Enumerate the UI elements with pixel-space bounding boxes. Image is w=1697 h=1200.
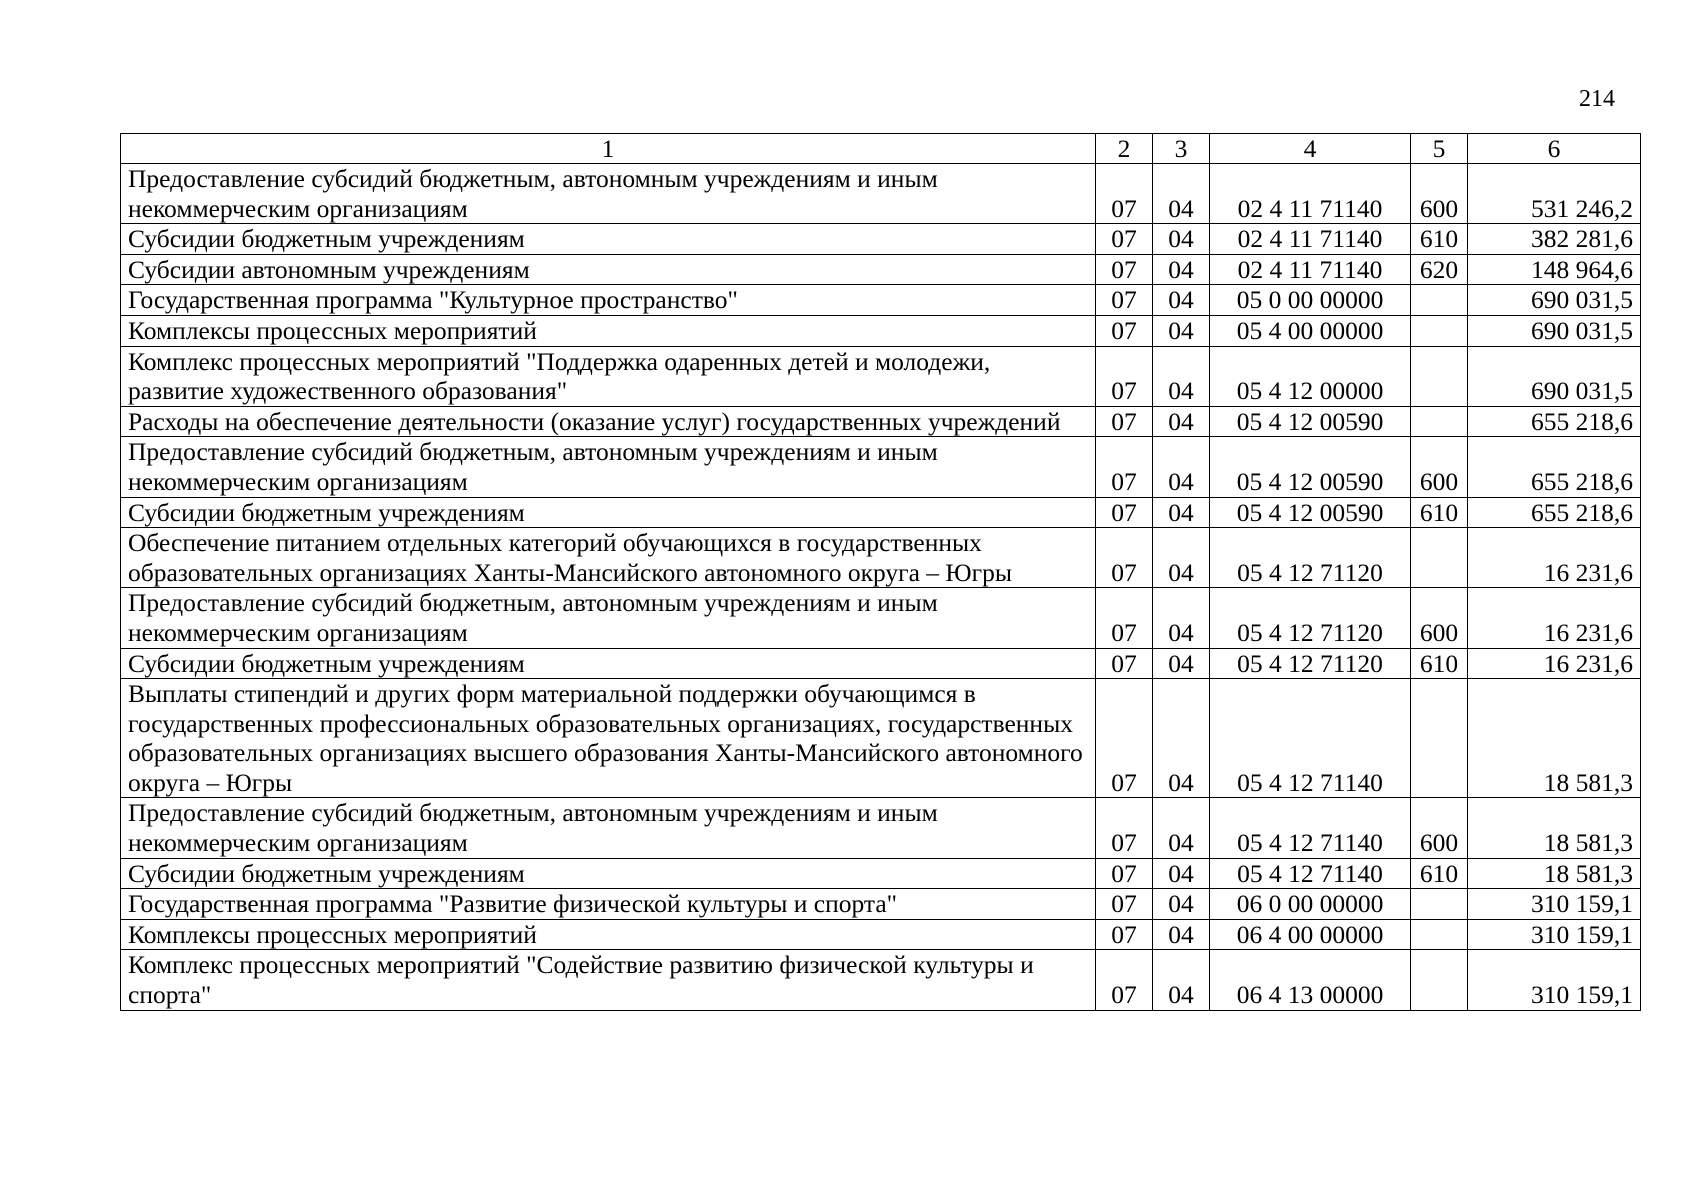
cell-section: 07 xyxy=(1096,406,1153,437)
cell-section: 07 xyxy=(1096,437,1153,497)
table-row xyxy=(121,497,1641,528)
cell-target-article: 06 0 00 00000 xyxy=(1210,889,1411,920)
cell-name: Комплексы процессных мероприятий xyxy=(121,919,1096,950)
cell-amount: 690 031,5 xyxy=(1468,346,1641,406)
cell-target-article: 02 4 11 71140 xyxy=(1210,254,1411,285)
cell-subsection: 04 xyxy=(1153,950,1210,1010)
table-row xyxy=(121,346,1641,406)
cell-expense-type xyxy=(1411,919,1468,950)
table-body xyxy=(121,164,1641,1011)
cell-expense-type: 600 xyxy=(1411,437,1468,497)
cell-name: Выплаты стипендий и других форм материальной поддержки обучающимся в государственных профессиональных образовательных организациях, государственных образовательных организациях высшего образования Ханты-Мансийского автономного округа – Югры xyxy=(121,679,1096,798)
cell-target-article: 06 4 13 00000 xyxy=(1210,950,1411,1010)
cell-amount: 531 246,2 xyxy=(1468,164,1641,224)
cell-amount: 18 581,3 xyxy=(1468,679,1641,798)
table-row xyxy=(121,950,1641,1010)
cell-name: Субсидии бюджетным учреждениям xyxy=(121,648,1096,679)
cell-section: 07 xyxy=(1096,528,1153,588)
cell-subsection: 04 xyxy=(1153,224,1210,255)
table-row xyxy=(121,224,1641,255)
cell-target-article: 05 4 12 71140 xyxy=(1210,679,1411,798)
cell-section: 07 xyxy=(1096,346,1153,406)
cell-amount: 16 231,6 xyxy=(1468,528,1641,588)
cell-section: 07 xyxy=(1096,919,1153,950)
cell-expense-type: 600 xyxy=(1411,588,1468,648)
cell-amount: 18 581,3 xyxy=(1468,858,1641,889)
cell-expense-type: 610 xyxy=(1411,858,1468,889)
cell-amount: 310 159,1 xyxy=(1468,889,1641,920)
cell-name: Комплекс процессных мероприятий "Поддержка одаренных детей и молодежи, развитие художественного образования" xyxy=(121,346,1096,406)
cell-amount: 310 159,1 xyxy=(1468,950,1641,1010)
table-row xyxy=(121,798,1641,858)
cell-name: Государственная программа "Развитие физической культуры и спорта" xyxy=(121,889,1096,920)
cell-name: Комплексы процессных мероприятий xyxy=(121,315,1096,346)
cell-subsection: 04 xyxy=(1153,164,1210,224)
cell-section: 07 xyxy=(1096,164,1153,224)
cell-name: Субсидии бюджетным учреждениям xyxy=(121,497,1096,528)
table-row xyxy=(121,406,1641,437)
table-row xyxy=(121,254,1641,285)
cell-name: Субсидии бюджетным учреждениям xyxy=(121,224,1096,255)
cell-target-article: 02 4 11 71140 xyxy=(1210,164,1411,224)
cell-name: Предоставление субсидий бюджетным, автономным учреждениям и иным некоммерческим организациям xyxy=(121,437,1096,497)
cell-subsection: 04 xyxy=(1153,437,1210,497)
cell-name: Расходы на обеспечение деятельности (оказание услуг) государственных учреждений xyxy=(121,406,1096,437)
cell-subsection: 04 xyxy=(1153,528,1210,588)
table-row xyxy=(121,858,1641,889)
cell-expense-type: 620 xyxy=(1411,254,1468,285)
table-row xyxy=(121,315,1641,346)
cell-subsection: 04 xyxy=(1153,406,1210,437)
cell-section: 07 xyxy=(1096,648,1153,679)
table-row xyxy=(121,919,1641,950)
header-col-4: 4 xyxy=(1210,134,1411,164)
header-col-5: 5 xyxy=(1411,134,1468,164)
cell-expense-type xyxy=(1411,950,1468,1010)
page-number: 214 xyxy=(1579,86,1615,112)
cell-name: Предоставление субсидий бюджетным, автономным учреждениям и иным некоммерческим организациям xyxy=(121,588,1096,648)
cell-name: Обеспечение питанием отдельных категорий обучающихся в государственных образовательных организациях Ханты-Мансийского автономного округа – Югры xyxy=(121,528,1096,588)
cell-section: 07 xyxy=(1096,588,1153,648)
cell-amount: 148 964,6 xyxy=(1468,254,1641,285)
cell-name: Предоставление субсидий бюджетным, автономным учреждениям и иным некоммерческим организациям xyxy=(121,798,1096,858)
cell-target-article: 05 4 12 71120 xyxy=(1210,648,1411,679)
cell-target-article: 02 4 11 71140 xyxy=(1210,224,1411,255)
cell-subsection: 04 xyxy=(1153,798,1210,858)
table-row xyxy=(121,679,1641,798)
cell-expense-type xyxy=(1411,346,1468,406)
cell-section: 07 xyxy=(1096,285,1153,316)
cell-amount: 690 031,5 xyxy=(1468,315,1641,346)
table-row xyxy=(121,164,1641,224)
cell-expense-type xyxy=(1411,679,1468,798)
header-row xyxy=(121,134,1641,164)
cell-target-article: 05 4 12 00000 xyxy=(1210,346,1411,406)
cell-section: 07 xyxy=(1096,315,1153,346)
cell-target-article: 05 4 12 00590 xyxy=(1210,497,1411,528)
cell-subsection: 04 xyxy=(1153,497,1210,528)
cell-section: 07 xyxy=(1096,950,1153,1010)
cell-target-article: 05 4 12 71140 xyxy=(1210,858,1411,889)
cell-expense-type: 610 xyxy=(1411,497,1468,528)
cell-amount: 690 031,5 xyxy=(1468,285,1641,316)
cell-expense-type: 610 xyxy=(1411,224,1468,255)
cell-expense-type: 600 xyxy=(1411,798,1468,858)
cell-target-article: 05 4 12 71120 xyxy=(1210,528,1411,588)
cell-expense-type xyxy=(1411,315,1468,346)
cell-name: Комплекс процессных мероприятий "Содействие развитию физической культуры и спорта" xyxy=(121,950,1096,1010)
table-row xyxy=(121,437,1641,497)
cell-target-article: 06 4 00 00000 xyxy=(1210,919,1411,950)
cell-name: Предоставление субсидий бюджетным, автономным учреждениям и иным некоммерческим организациям xyxy=(121,164,1096,224)
cell-amount: 382 281,6 xyxy=(1468,224,1641,255)
cell-amount: 655 218,6 xyxy=(1468,437,1641,497)
cell-subsection: 04 xyxy=(1153,648,1210,679)
cell-section: 07 xyxy=(1096,889,1153,920)
cell-name: Субсидии автономным учреждениям xyxy=(121,254,1096,285)
header-col-6: 6 xyxy=(1468,134,1641,164)
cell-section: 07 xyxy=(1096,497,1153,528)
table-row xyxy=(121,648,1641,679)
header-col-3: 3 xyxy=(1153,134,1210,164)
cell-section: 07 xyxy=(1096,858,1153,889)
cell-section: 07 xyxy=(1096,679,1153,798)
cell-expense-type xyxy=(1411,528,1468,588)
cell-target-article: 05 0 00 00000 xyxy=(1210,285,1411,316)
cell-section: 07 xyxy=(1096,254,1153,285)
header-col-2: 2 xyxy=(1096,134,1153,164)
cell-subsection: 04 xyxy=(1153,858,1210,889)
cell-subsection: 04 xyxy=(1153,588,1210,648)
cell-expense-type: 610 xyxy=(1411,648,1468,679)
table-row xyxy=(121,889,1641,920)
cell-subsection: 04 xyxy=(1153,889,1210,920)
cell-section: 07 xyxy=(1096,798,1153,858)
cell-subsection: 04 xyxy=(1153,315,1210,346)
cell-expense-type xyxy=(1411,889,1468,920)
cell-target-article: 05 4 12 71140 xyxy=(1210,798,1411,858)
cell-subsection: 04 xyxy=(1153,254,1210,285)
cell-target-article: 05 4 12 00590 xyxy=(1210,406,1411,437)
cell-section: 07 xyxy=(1096,224,1153,255)
table-row xyxy=(121,528,1641,588)
cell-subsection: 04 xyxy=(1153,679,1210,798)
table-row xyxy=(121,588,1641,648)
table-row xyxy=(121,285,1641,316)
cell-amount: 18 581,3 xyxy=(1468,798,1641,858)
cell-target-article: 05 4 00 00000 xyxy=(1210,315,1411,346)
cell-subsection: 04 xyxy=(1153,346,1210,406)
table-header xyxy=(121,134,1641,164)
cell-amount: 310 159,1 xyxy=(1468,919,1641,950)
cell-subsection: 04 xyxy=(1153,285,1210,316)
cell-expense-type xyxy=(1411,285,1468,316)
cell-amount: 16 231,6 xyxy=(1468,648,1641,679)
cell-subsection: 04 xyxy=(1153,919,1210,950)
cell-amount: 655 218,6 xyxy=(1468,497,1641,528)
budget-table xyxy=(120,133,1641,1011)
cell-amount: 16 231,6 xyxy=(1468,588,1641,648)
cell-expense-type xyxy=(1411,406,1468,437)
cell-amount: 655 218,6 xyxy=(1468,406,1641,437)
cell-name: Государственная программа "Культурное пространство" xyxy=(121,285,1096,316)
header-col-1: 1 xyxy=(121,134,1096,164)
cell-target-article: 05 4 12 00590 xyxy=(1210,437,1411,497)
cell-target-article: 05 4 12 71120 xyxy=(1210,588,1411,648)
cell-expense-type: 600 xyxy=(1411,164,1468,224)
cell-name: Субсидии бюджетным учреждениям xyxy=(121,858,1096,889)
